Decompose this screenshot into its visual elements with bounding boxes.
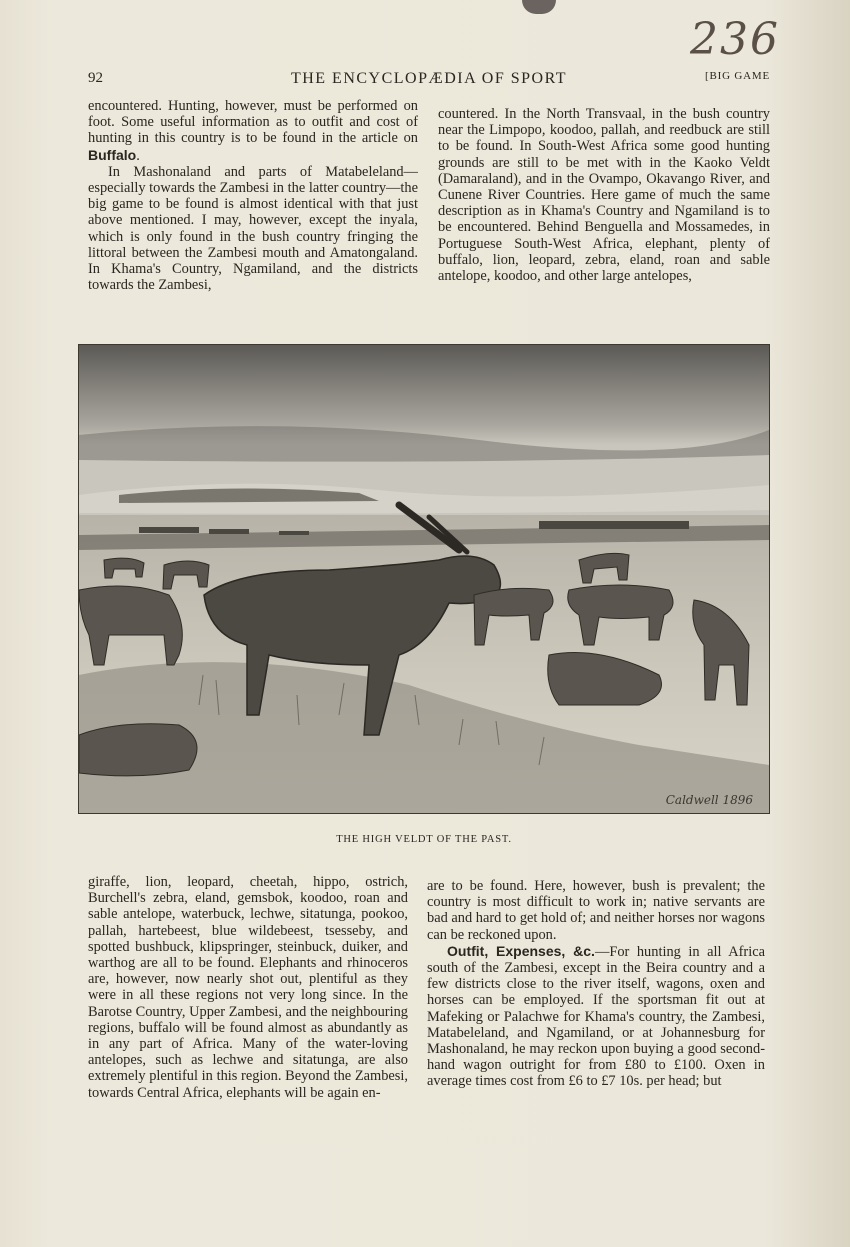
illustration-plate	[78, 344, 770, 814]
cross-reference: Buffalo	[88, 146, 137, 163]
binding-hole	[522, 0, 556, 14]
paragraph-text: —For hunting in all Africa south of the Zambesi, except in the Beira country and a few districts close to the river itself, wagons, oxen and horses can be employed. If the sportsman fit out at Mafeking or Palachwe for Khama's country, the Zambesi, Matabeleland, and Ngamiland, or at Johannesburg for Mashonaland, he may reckon upon buying a good second-hand wagon outright for from £80 to £100. Oxen in average times cost from £6 to £7 10s. per head; but	[427, 943, 765, 1090]
artist-signature: Caldwell 1896	[665, 793, 753, 807]
paragraph: giraffe, lion, leopard, cheetah, hippo, ostrich, Burchell's zebra, eland, gemsbok, koodoo, roan and sable antelope, waterbuck, lechwe, sitatunga, pookoo, pallah, hartebeest, blue wildebeest, tsesseby, and spotted bushbuck, klipspringer, steinbuck, duiker, and warthog are all to be found. Elephants and rhinoceros are, however, now nearly shot out, plentiful as they were in all these regions not very long since. In the Barotse Country, Upper Zambesi, and the neighbouring regions, buffalo will be found almost as abundantly as in any part of Africa. Many of the water-loving antelopes, such as lechwe and sitatunga, are also extremely plentiful in this region. Beyond the Zambesi, towards Central Africa, elephants will be again en-	[88, 874, 408, 1101]
paragraph	[88, 98, 418, 164]
paragraph: In Mashonaland and parts of Matabeleland—especially towards the Zambesi in the latter country—the big game to be found is almost identical with that just above mentioned. I may, however, except the inyala, which is only found in the bush country fringing the littoral between the Zambesi mouth and Amatongaland. In Khama's Country, Ngamiland, and the districts towards the Zambesi,	[88, 163, 418, 294]
text-column-top-right	[438, 106, 770, 318]
paragraph-text: encountered. Hunting, however, must be performed on foot. Some useful information as to outfit and cost of hunting in this country is to be found in the article on	[88, 98, 418, 147]
paragraph	[427, 943, 765, 1090]
handwritten-number: 236	[690, 14, 780, 65]
page-number: 92	[88, 70, 103, 86]
paragraph: countered. In the North Transvaal, in the bush country near the Limpopo, koodoo, pallah, and reedbuck are still to be found. In South-West Africa some good hunting grounds are still to be met with in the Kaoko Veldt (Damaraland), and in the Ovampo, Okavango River, and Cunene River Countries. Here game of much the same description as in Khama's Country and Ngamiland is to be encountered. Behind Benguella and Mossamedes, in Portuguese South-West Africa, elephant, plenty of buffalo, lion, leopard, zebra, eland, roan and sable antelope, koodoo, and other large antelopes,	[438, 106, 770, 285]
text-column-bottom-left	[88, 874, 408, 1149]
section-heading: Outfit, Expenses, &c.	[447, 942, 595, 959]
running-title: THE ENCYCLOPÆDIA OF SPORT	[290, 70, 568, 87]
running-header	[88, 70, 770, 92]
paragraph-text: .	[136, 147, 140, 164]
section-label: [BIG GAME	[705, 70, 770, 82]
veldt-illustration	[79, 345, 769, 813]
paragraph: are to be found. Here, however, bush is prevalent; the country is most difficult to work in; native servants are bad and hard to get hold of; and neither horses nor wagons can be reckoned upon.	[427, 878, 765, 943]
text-column-bottom-right	[427, 878, 765, 1148]
text-column-top-left	[88, 98, 418, 316]
plate-caption: THE HIGH VELDT OF THE PAST.	[336, 834, 512, 845]
